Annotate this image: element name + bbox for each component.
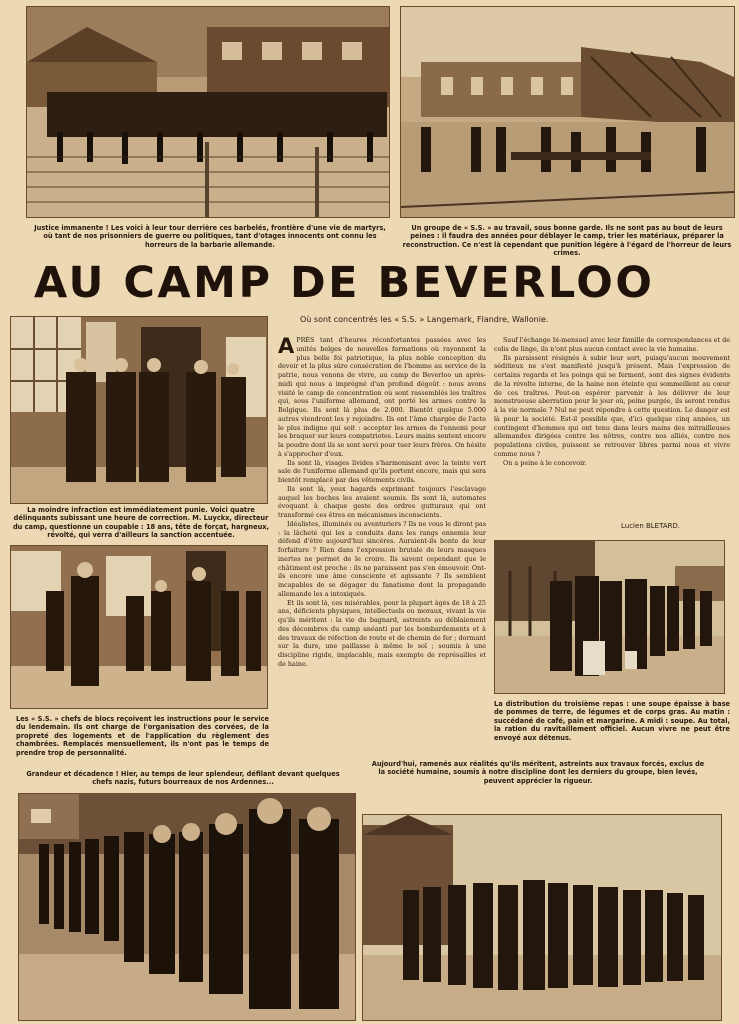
article-column-2 [494,336,730,467]
caption-mid-left-2: Les « S.S. » chefs de blocs reçoivent les instructions pour le service du lendemain. Ils ont charge de l'organisation des corvées, de la propreté des logements et de l'application du règlement des chambrées. Remplacés mensuellement, ils n'ont pas le temps de prendre trop de personnalité. [16,715,269,757]
article-paragraph: Et ils sont là, ces misérables, pour la plupart âgés de 18 à 25 ans, déficients physiques, intellectuels ou moraux, vivant la vie qu'ils méritent : la vie du bagnard, astreints au déblaiement des décombres du camp anéanti par les bombardements et à des travaux de réfection de route et de chemin de fer ; dormant sur la dure, une paillasse à même le sol ; soumis à une discipline rigide, implacable, mais exempte de représailles et de haine. [278,598,486,668]
headline: AU CAMP DE BEVERLOO [34,258,655,308]
photo-barbed-wire-column [26,6,390,218]
photo-ruins-work-party [400,6,735,218]
photo-parade-past [18,793,356,1021]
author-signature: Lucien BLETARD. [621,522,681,530]
caption-bottom-right: Aujourd'hui, ramenés aux réalités qu'ils méritent, astreints aux travaux forcés, exclus de la société humaine, soumis à notre discipline dont les derniers du groupe, bien levés, peuvent apprécier la rigueur. [371,760,705,785]
article-dropcap: A [278,334,295,358]
article-paragraph: Sauf l'échange bi-mensuel avec leur famille de correspondances et de colis de linge, ils n'ont plus aucun contact avec la vie humaine. [494,336,730,353]
photo-punishment-wall [10,316,268,504]
caption-mid-right: La distribution du troisième repas : une soupe épaisse à base de pommes de terre, de légumes et de corps gras. Au matin : succédané de café, pain et margarine. A midi : soupe. Au total, la ration du ravitaillement officiel. Aucun vivre ne peut être envoyé aux détenus. [494,700,730,742]
caption-mid-left-1: La moindre infraction est immédiatement punie. Voici quatre délinquants subissant une heure de correction. M. Luyckx, directeur du camp, questionne un coupable : 18 ans, tête de forçat, hargneux, révolté, qui verra d'ailleurs la sanction accentuée. [12,506,270,540]
caption-top-left: Justice immanente ! Les voici à leur tour derrière ces barbelés, frontière d'une vie de martyrs, où tant de nos prisonniers de guerre ou politiques, tant d'otages innocents ont connu les horreurs de la barbarie allemande. [34,224,386,249]
caption-bottom-left: Grandeur et décadence ! Hier, au temps de leur splendeur, défilant devant quelques chefs nazis, futurs bourreaux de nos Ardennes... [26,770,340,787]
photo-block-chiefs [10,545,268,709]
subtitle: Où sont concentrés les « S.S. » Langemark, Flandre, Wallonie. [300,315,549,324]
article-paragraph: Idéalistes, illuminés ou aventuriers ? Ils ne vous le diront pas : la lâcheté qui les a conduits dans les rangs ennemis leur défend d'être aujourd'hui sincères. Auraient-ils honte de leur forfaiture ? Rien dans l'expression brutale de leurs masques inertes ne permet de le croire. Ils savent cependant que le châtiment est proche : ils ne paraissent pas s'en émouvoir. Ont-ils encore une âme consciente et agissante ? Ils semblent incapables de se dégager du fanatisme dont la propagande allemande les a intoxiqués. [278,519,487,598]
article-column-1 [278,336,486,669]
article-paragraph: Ils paraissent résignés à subir leur sort, puisqu'aucun mouvement séditieux ne s'est manifesté jusqu'à présent. Mais l'expression de certains regards et les poings qui se ferment, sont des signes évidents de la révolte interne, de la haine non éteinte qui sommeillent au cœur de ces traîtres. Peut-on espérer parvenir à les délivrer de leur monstrueuse aberration pour le jour où, peine purgée, ils seront rendus à la vie normale ? Nul ne peut répondre à cette question. Le danger est là pour la société. Est-il possible que, d'ici quelque cinq années, un contingent d'hommes qui ont tenu dans leurs mains des mitrailleuses allemandes dirigées contre les nôtres, contre nos alliés, contre nos populations civiles, puissent se retrouver libres parmi nous et vivre comme nous ? [494,353,730,458]
article-paragraph: Ils sont là, visages livides s'harmonisant avec la teinte vert sale de l'uniforme allemand qu'ils portent encore, mais qui sera bientôt remplacé par des vêtements civils. [278,458,486,484]
caption-top-right: Un groupe de « S.S. » au travail, sous bonne garde. Ils ne sont pas au bout de leurs peines : il faudra des années pour déblayer le camp, trier les matériaux, préparer la reconstruction. Ce n'est là cependant que punition légère à l'égard de l'horreur de leurs crimes. [402,224,732,258]
article-paragraph: Ils sont là, yeux hagards exprimant toujours l'esclavage auquel les boches les avaient soumis. Ils sont là, automates évoquant à chaque geste des ordres gutturaux qui ont transformé ces êtres en mécanismes inconscients. [278,484,486,519]
photo-forced-labor-group [362,814,722,1021]
article-paragraph: PRÈS tant d'heures réconfortantes passées avec les unités belges de nouvelles formations où rayonnent la plus belle foi patriotique, la plus noble conception du devoir et la plus sûre consécration de l'homme au service de la patrie, nous venons de vivre, au camp de Beverloo un après-midi qui nous a imprégné d'un profond dégoût : nous avons visité le camp de concentration où sont rassemblés les traîtres qui, sous l'uniforme allemand, ont porté les armes contre la Belgique. Ils sont là plus de 2.000. Bientôt quelque 5.000 autres viendront les y rejoindre. Ils ont l'âme chargée de l'acte le plus indigne qui soit : accepter les armes de l'ennemi pour les braquer sur leurs compatriotes. Leurs mains sentent encore la poudre dont ils se sont servi pour tuer leurs frères. On hésite à s'approcher d'eux. [278,336,486,458]
photo-soup-distribution [494,540,725,694]
article-paragraph: On a peine à le concevoir. [503,458,587,467]
